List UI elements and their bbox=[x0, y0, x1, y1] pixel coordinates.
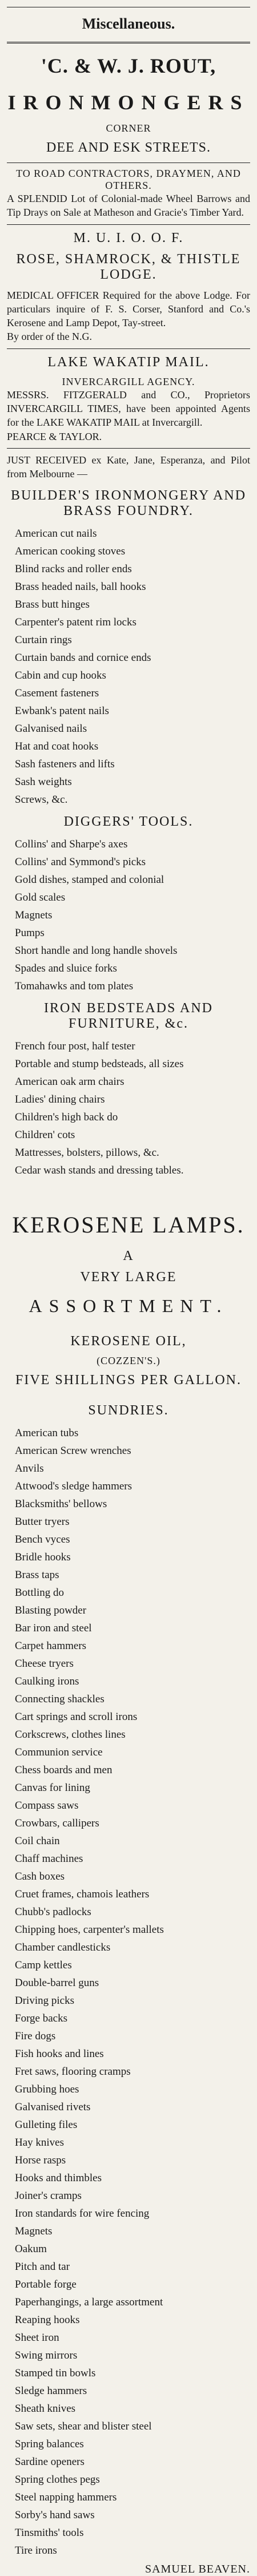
list-item: Sash weights bbox=[15, 775, 72, 788]
list-item: Hay knives bbox=[15, 2136, 65, 2149]
rout-name: 'C. & W. J. ROUT, bbox=[41, 54, 216, 77]
list-item: Anvils bbox=[15, 1462, 44, 1475]
list-item: Double-barrel guns bbox=[15, 1976, 99, 1989]
list-item: Steel napping hammers bbox=[15, 2491, 117, 2503]
list-item: Blind racks and roller ends bbox=[15, 562, 132, 575]
list-item: Blasting powder bbox=[15, 1604, 87, 1616]
list-item: American Screw wrenches bbox=[15, 1444, 131, 1457]
list-item: Magnets bbox=[15, 2225, 53, 2237]
list-item: Galvanised rivets bbox=[15, 2101, 91, 2113]
diggers-heading: DIGGERS' TOOLS. bbox=[63, 814, 194, 829]
separator bbox=[7, 224, 250, 225]
list-item: Chess boards and men bbox=[15, 1763, 113, 1776]
kerosene-very-large: VERY LARGE bbox=[80, 1269, 177, 1285]
beaven-intro: JUST RECEIVED ex Kate, Jane, Esperanza, and Pilot from Melbourne — bbox=[7, 454, 250, 480]
list-item: Iron standards for wire fencing bbox=[15, 2207, 150, 2220]
list-item: Spades and sluice forks bbox=[15, 962, 117, 974]
kerosene-oil-brand: (COZZEN'S.) bbox=[97, 1354, 160, 1366]
list-item: Ladies' dining chairs bbox=[15, 1093, 105, 1105]
list-item: Collins' and Symmond's picks bbox=[15, 855, 146, 868]
list-item: Stamped tin bowls bbox=[15, 2367, 96, 2379]
list-item: Corkscrews, clothes lines bbox=[15, 1728, 126, 1741]
list-item: Saw sets, shear and blister steel bbox=[15, 2420, 152, 2432]
separator bbox=[7, 448, 250, 449]
list-item: Pumps bbox=[15, 926, 45, 939]
list-item: Screws, &c. bbox=[15, 793, 68, 806]
list-item: Joiner's cramps bbox=[15, 2189, 82, 2202]
kerosene-oil-price: FIVE SHILLINGS PER GALLON. bbox=[15, 1372, 242, 1388]
list-item: Compass saws bbox=[15, 1799, 79, 1812]
list-item: Canvas for lining bbox=[15, 1781, 90, 1794]
list-item: Mattresses, bolsters, pillows, &c. bbox=[15, 1146, 159, 1159]
wakatip-body: MESSRS. FITZGERALD and CO., Proprietors INVERCARGILL TIMES, have been appointed Agents for the LAKE WAKATIP MAIL at Invercargill. bbox=[7, 389, 250, 429]
list-item: Bottling do bbox=[15, 1586, 65, 1599]
list-item: Carpenter's patent rim locks bbox=[15, 616, 136, 628]
list-item: Cheese tryers bbox=[15, 1657, 74, 1670]
muioof-title: M. U. I. O. O. F. bbox=[73, 230, 184, 245]
column-title: Miscellaneous. bbox=[82, 15, 175, 32]
list-item: Horse rasps bbox=[15, 2154, 66, 2166]
list-item: Fish hooks and lines bbox=[15, 2047, 104, 2060]
bedsteads-heading: IRON BEDSTEADS AND FURNITURE, &c. bbox=[43, 1000, 213, 1031]
list-item: Coil chain bbox=[15, 1834, 60, 1847]
contractors-body: A SPLENDID Lot of Colonial-made Wheel Barrows and Tip Drays on Sale at Matheson and Gracie's Timber Yard. bbox=[7, 193, 250, 219]
rout-trade: IRONMONGERS bbox=[7, 91, 250, 114]
contractors-heading: TO ROAD CONTRACTORS, DRAYMEN, AND OTHERS. bbox=[16, 168, 241, 191]
list-item: Curtain rings bbox=[15, 633, 72, 646]
muioof-body: MEDICAL OFFICER Required for the above Lodge. For particulars inquire of F. S. Corser, Stanford and Co.'s Kerosene and Lamp Depot, Tay-street. bbox=[7, 289, 250, 329]
list-item: Blacksmiths' bellows bbox=[15, 1497, 107, 1510]
list-item: Fire dogs bbox=[15, 2030, 56, 2042]
builders-list bbox=[7, 525, 250, 809]
list-item: American cut nails bbox=[15, 527, 97, 540]
list-item: Hat and coat hooks bbox=[15, 740, 99, 752]
list-item: Collins' and Sharpe's axes bbox=[15, 838, 128, 850]
wakatip-agency: INVERCARGILL AGENCY. bbox=[62, 375, 195, 387]
list-item: Gold scales bbox=[15, 891, 66, 903]
list-item: Forge backs bbox=[15, 2012, 67, 2024]
list-item: Caulking irons bbox=[15, 1675, 79, 1687]
kerosene-lamps-title: KEROSENE LAMPS. bbox=[12, 1211, 245, 1238]
kerosene-assortment: ASSORTMENT. bbox=[29, 1295, 228, 1316]
list-item: Connecting shackles bbox=[15, 1693, 105, 1705]
list-item: Magnets bbox=[15, 909, 53, 921]
kerosene-oil-title: KEROSENE OIL, bbox=[70, 1333, 187, 1349]
list-item: Cruet frames, chamois leathers bbox=[15, 1888, 150, 1900]
muioof-notice bbox=[7, 231, 250, 344]
list-item: Reaping hooks bbox=[15, 2313, 80, 2326]
list-item: Chipping hoes, carpenter's mallets bbox=[15, 1923, 164, 1936]
list-item: Portable forge bbox=[15, 2278, 77, 2290]
list-item: Sash fasteners and lifts bbox=[15, 758, 115, 770]
list-item: Curtain bands and cornice ends bbox=[15, 651, 151, 664]
wakatip-notice bbox=[7, 355, 250, 443]
list-item: Communion service bbox=[15, 1746, 103, 1758]
bedsteads-list bbox=[7, 1037, 250, 1179]
rout-streets: DEE AND ESK STREETS. bbox=[46, 140, 211, 155]
list-item: Driving picks bbox=[15, 1994, 74, 2007]
list-item: Cart springs and scroll irons bbox=[15, 1710, 138, 1723]
list-item: Chubb's padlocks bbox=[15, 1905, 91, 1918]
list-item: French four post, half tester bbox=[15, 1040, 135, 1052]
list-item: Sorby's hand saws bbox=[15, 2508, 95, 2521]
muioof-lodge: ROSE, SHAMROCK, & THISTLE LODGE. bbox=[16, 251, 241, 282]
sundries-list bbox=[7, 1424, 250, 2559]
list-item: Brass taps bbox=[15, 1568, 59, 1581]
list-item: Fret saws, flooring cramps bbox=[15, 2065, 131, 2078]
list-item: Camp kettles bbox=[15, 1959, 72, 1971]
newspaper-column bbox=[7, 0, 250, 2576]
list-item: Cabin and cup hooks bbox=[15, 669, 106, 681]
kerosene-a: A bbox=[123, 1248, 134, 1263]
list-item: Cedar wash stands and dressing tables. bbox=[15, 1164, 184, 1176]
title-rule bbox=[7, 42, 250, 43]
list-item: Paperhangings, a large assortment bbox=[15, 2296, 163, 2308]
list-item: Swing mirrors bbox=[15, 2349, 78, 2361]
list-item: Galvanised nails bbox=[15, 722, 87, 735]
list-item: Oakum bbox=[15, 2242, 47, 2255]
list-item: Portable and stump bedsteads, all sizes bbox=[15, 1057, 184, 1070]
beaven-signature: SAMUEL BEAVEN. bbox=[144, 2562, 250, 2575]
list-item: Tire irons bbox=[15, 2544, 57, 2557]
list-item: American cooking stoves bbox=[15, 545, 126, 557]
list-item: Chamber candlesticks bbox=[15, 1941, 111, 1953]
list-item: Tomahawks and tom plates bbox=[15, 980, 134, 992]
list-item: Casement fasteners bbox=[15, 687, 99, 699]
list-item: Brass butt hinges bbox=[15, 598, 90, 611]
muioof-sign: By order of the N.G. bbox=[7, 331, 92, 343]
list-item: Chaff machines bbox=[15, 1852, 83, 1865]
wakatip-sign: PEARCE & TAYLOR. bbox=[7, 430, 102, 442]
list-item: Bridle hooks bbox=[15, 1551, 71, 1563]
list-item: Bar iron and steel bbox=[15, 1622, 92, 1634]
list-item: American oak arm chairs bbox=[15, 1075, 125, 1088]
list-item: Brass headed nails, ball hooks bbox=[15, 580, 146, 593]
rout-advertisement bbox=[7, 54, 250, 156]
list-item: Ewbank's patent nails bbox=[15, 704, 109, 717]
list-item: Gold dishes, stamped and colonial bbox=[15, 873, 164, 886]
separator bbox=[7, 348, 250, 349]
list-item: Hooks and thimbles bbox=[15, 2171, 102, 2184]
list-item: Butter tryers bbox=[15, 1515, 70, 1528]
diggers-list bbox=[7, 835, 250, 995]
contractors-notice bbox=[7, 168, 250, 220]
list-item: Carpet hammers bbox=[15, 1639, 87, 1652]
list-item: Children's high back do bbox=[15, 1111, 118, 1123]
sundries-heading: SUNDRIES. bbox=[88, 1402, 169, 1418]
wakatip-title: LAKE WAKATIP MAIL. bbox=[47, 354, 210, 370]
list-item: Short handle and long handle shovels bbox=[15, 944, 178, 957]
list-item: Sledge hammers bbox=[15, 2384, 87, 2397]
rout-corner: CORNER bbox=[106, 122, 151, 134]
list-item: Tinsmiths' tools bbox=[15, 2526, 84, 2539]
list-item: Crowbars, callipers bbox=[15, 1817, 99, 1829]
list-item: Gulleting files bbox=[15, 2118, 78, 2131]
list-item: Sardine openers bbox=[15, 2455, 85, 2468]
list-item: Spring balances bbox=[15, 2438, 84, 2450]
list-item: Cash boxes bbox=[15, 1870, 65, 1883]
list-item: American tubs bbox=[15, 1426, 79, 1439]
list-item: Sheet iron bbox=[15, 2331, 59, 2344]
list-item: Grubbing hoes bbox=[15, 2083, 79, 2095]
list-item: Spring clothes pegs bbox=[15, 2473, 100, 2486]
list-item: Attwood's sledge hammers bbox=[15, 1480, 132, 1492]
list-item: Bench vyces bbox=[15, 1533, 70, 1545]
builders-heading: BUILDER'S IRONMONGERY AND BRASS FOUNDRY. bbox=[10, 488, 247, 518]
list-item: Sheath knives bbox=[15, 2402, 76, 2415]
beaven-advertisement bbox=[7, 453, 250, 2576]
list-item: Children' cots bbox=[15, 1128, 75, 1141]
list-item: Pitch and tar bbox=[15, 2260, 70, 2273]
